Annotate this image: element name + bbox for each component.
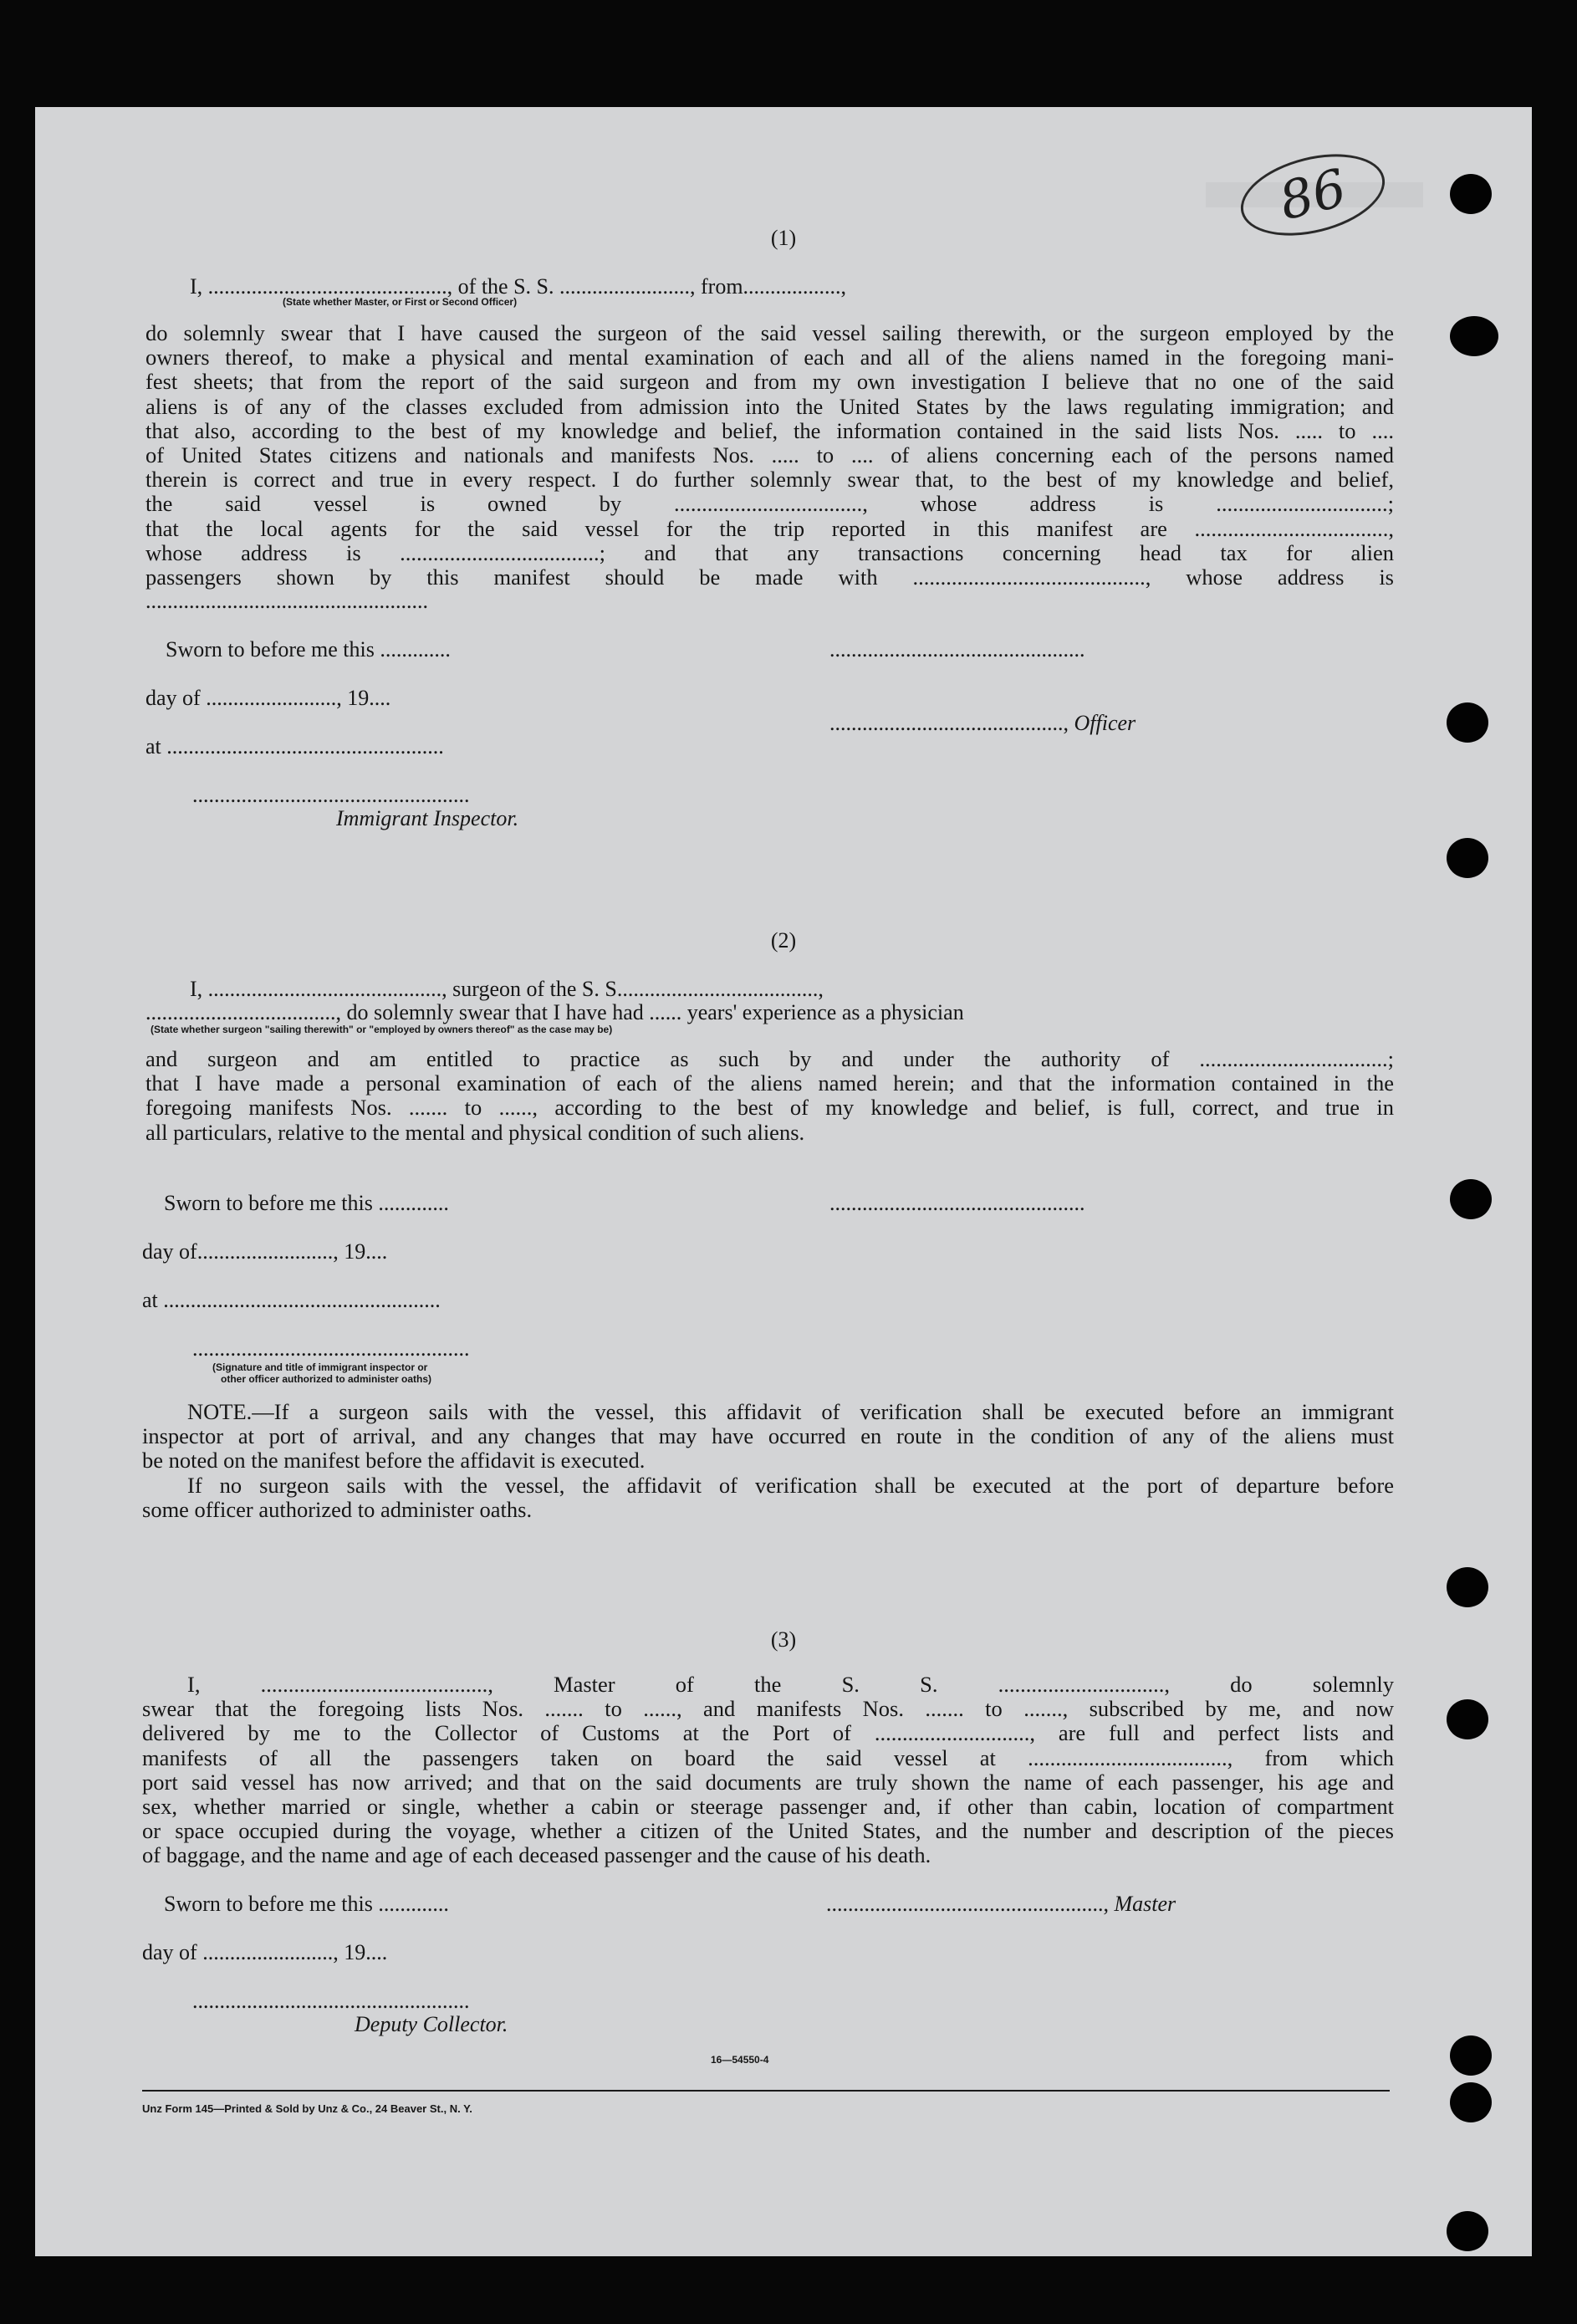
oath-line: do solemnly swear that I have caused the surgeon of the said vessel sailing therewith, or the surgeon employed by the xyxy=(145,321,1394,345)
binder-hole xyxy=(1450,316,1498,356)
section-2-at-line: at ................................................... xyxy=(142,1288,441,1312)
section-2-opening-line: I, ..........................................., surgeon of the S. S....................................., xyxy=(190,977,824,1001)
oath-line: that also, according to the best of my knowledge and belief, the information contained in the said lists Nos. ..... to .... xyxy=(145,418,1394,443)
section-2-surgeon-note: (State whether surgeon "sailing therewith" or "employed by owners thereof" as the case may be) xyxy=(151,1024,613,1035)
binder-hole xyxy=(1447,2211,1488,2251)
section-1-oath-paragraph xyxy=(145,321,1394,590)
note-paragraph xyxy=(142,1400,1394,1522)
oath-line: or space occupied during the voyage, whether a citizen of the United States, and the number and description of the pieces xyxy=(142,1819,1394,1844)
oath-line: whose address is ....................................; and that any transactions concerning head tax for alien xyxy=(145,540,1394,565)
oath-line: I, ........................................., Master of the S. S. .............................., do solemnly xyxy=(187,1673,1394,1697)
oath-line: sex, whether married or single, whether a cabin or steerage passenger and, if other than cabin, location of compartment xyxy=(142,1795,1394,1820)
binder-hole xyxy=(1447,702,1488,743)
section-3-day-line: day of ........................, 19.... xyxy=(142,1940,388,1964)
master-signature-blank: ..................................................., xyxy=(826,1892,1115,1916)
section-2-oath-paragraph xyxy=(145,1047,1394,1145)
section-1-day-line: day of ........................, 19.... xyxy=(145,686,391,710)
officer-label: Officer xyxy=(1074,711,1136,735)
note-line: inspector at port of arrival, and any changes that may have occurred en route in the condition of any of the aliens must xyxy=(142,1424,1394,1449)
oath-line: of baggage, and the name and age of each deceased passenger and the cause of his death. xyxy=(142,1843,931,1868)
oath-line: owners thereof, to make a physical and mental examination of each and all of the aliens named in the foregoing mani- xyxy=(145,345,1394,370)
page-number-stamp: 86 xyxy=(1233,140,1394,249)
section-3-master-line xyxy=(826,1892,1176,1917)
section-1-officer-note: (State whether Master, or First or Second Officer) xyxy=(283,296,518,308)
printer-footer: Unz Form 145—Printed & Sold by Unz & Co., 24 Beaver St., N. Y. xyxy=(142,2102,472,2115)
note-line: If no surgeon sails with the vessel, the affidavit of verification shall be executed at the port of departure before xyxy=(187,1473,1394,1498)
oath-line: and surgeon and am entitled to practice as such by and under the authority of ..................................; xyxy=(145,1047,1394,1071)
section-1-heading: (1) xyxy=(770,226,797,250)
oath-line: manifests of all the passengers taken on board the said vessel at ...................................., from which xyxy=(142,1745,1394,1770)
signature-title-note: (Signature and title of immigrant inspector or xyxy=(212,1361,428,1373)
binder-hole xyxy=(1450,174,1492,214)
oath-line: swear that the foregoing lists Nos. ....... to ......, and manifests Nos. ....... to ......., subscribed by me, and now xyxy=(142,1697,1394,1722)
section-3-heading: (3) xyxy=(770,1627,797,1652)
note-line: be noted on the manifest before the affidavit is executed. xyxy=(142,1448,646,1474)
section-3-sworn-line: Sworn to before me this ............. xyxy=(164,1892,449,1916)
section-2-right-signature-line: ............................................... xyxy=(829,1191,1085,1215)
binder-hole xyxy=(1447,838,1488,878)
master-label: Master xyxy=(1114,1892,1176,1916)
binder-hole xyxy=(1450,2035,1492,2076)
section-2-heading: (2) xyxy=(770,928,797,953)
section-2-signature-line: ................................................... xyxy=(192,1336,470,1361)
section-3-oath-paragraph xyxy=(142,1673,1394,1868)
oath-line: that the local agents for the said vessel for the trip reported in this manifest are ..................................., xyxy=(145,516,1394,541)
section-1-officer-line xyxy=(829,711,1136,736)
binder-hole xyxy=(1450,1179,1492,1219)
binder-hole xyxy=(1450,2082,1492,2122)
deputy-collector-label: Deputy Collector. xyxy=(355,2012,508,2036)
section-1-opening-line: I, ............................................, of the S. S. ........................, from.................., xyxy=(190,274,847,299)
section-2-day-line: day of........................., 19.... xyxy=(142,1239,388,1264)
oath-line: port said vessel has now arrived; and that on the said documents are truly shown the name of each passenger, his age and xyxy=(142,1770,1394,1795)
oath-line: all particulars, relative to the mental and physical condition of such aliens. xyxy=(145,1120,805,1145)
signature-title-note: other officer authorized to administer oaths) xyxy=(221,1373,432,1385)
binder-hole xyxy=(1447,1567,1488,1607)
oath-line: the said vessel is owned by .................................., whose address is ...............................; xyxy=(145,492,1394,517)
oath-line: aliens is of any of the classes excluded from admission into the United States by the laws regulating immigration; and xyxy=(145,394,1394,419)
section-1-sworn-line: Sworn to before me this ............. xyxy=(166,637,451,661)
binder-hole xyxy=(1447,1699,1488,1739)
oath-line: of United States citizens and nationals and manifests Nos. ..... to .... of aliens concerning each of the persons named xyxy=(145,443,1394,468)
note-line: some officer authorized to administer oaths. xyxy=(142,1497,533,1522)
immigrant-inspector-label: Immigrant Inspector. xyxy=(336,806,519,830)
oath-line: foregoing manifests Nos. ....... to ......, according to the best of my knowledge and belief, is full, correct, and true in xyxy=(145,1096,1394,1121)
section-1-inspector-signature-line: ................................................... xyxy=(192,783,470,807)
section-1-right-signature-line: ............................................... xyxy=(829,637,1085,661)
section-2-sworn-line: Sworn to before me this ............. xyxy=(164,1191,449,1215)
oath-line: passengers shown by this manifest should be made with .........................................., whose address is xyxy=(145,565,1394,590)
oath-line: fest sheets; that from the report of the said surgeon and from my own investigation I believe that no one of the said xyxy=(145,370,1394,395)
oath-line: therein is correct and true in every respect. I do further solemnly swear that, to the best of my knowledge and belief, xyxy=(145,467,1394,493)
form-page xyxy=(35,107,1532,2256)
form-code: 16—54550-4 xyxy=(711,2054,769,2066)
oath-line: delivered by me to the Collector of Customs at the Port of ............................, are full and perfect lists and xyxy=(142,1721,1394,1746)
section-2-experience-line: ..................................., do solemnly swear that I have had ...... years' experience as a physician xyxy=(145,1000,964,1024)
footer-divider xyxy=(142,2090,1390,2092)
note-line: NOTE.—If a surgeon sails with the vessel, this affidavit of verification shall be executed before an immigrant xyxy=(187,1400,1394,1424)
officer-signature-blank: ..........................................., xyxy=(829,711,1074,735)
section-1-at-line: at ................................................... xyxy=(145,734,444,758)
section-1-address-blank: .................................................... xyxy=(145,589,428,613)
oath-line: that I have made a personal examination of each of the aliens named herein; and that the information contained in the xyxy=(145,1071,1394,1096)
section-3-signature-line: ................................................... xyxy=(192,1989,470,2013)
